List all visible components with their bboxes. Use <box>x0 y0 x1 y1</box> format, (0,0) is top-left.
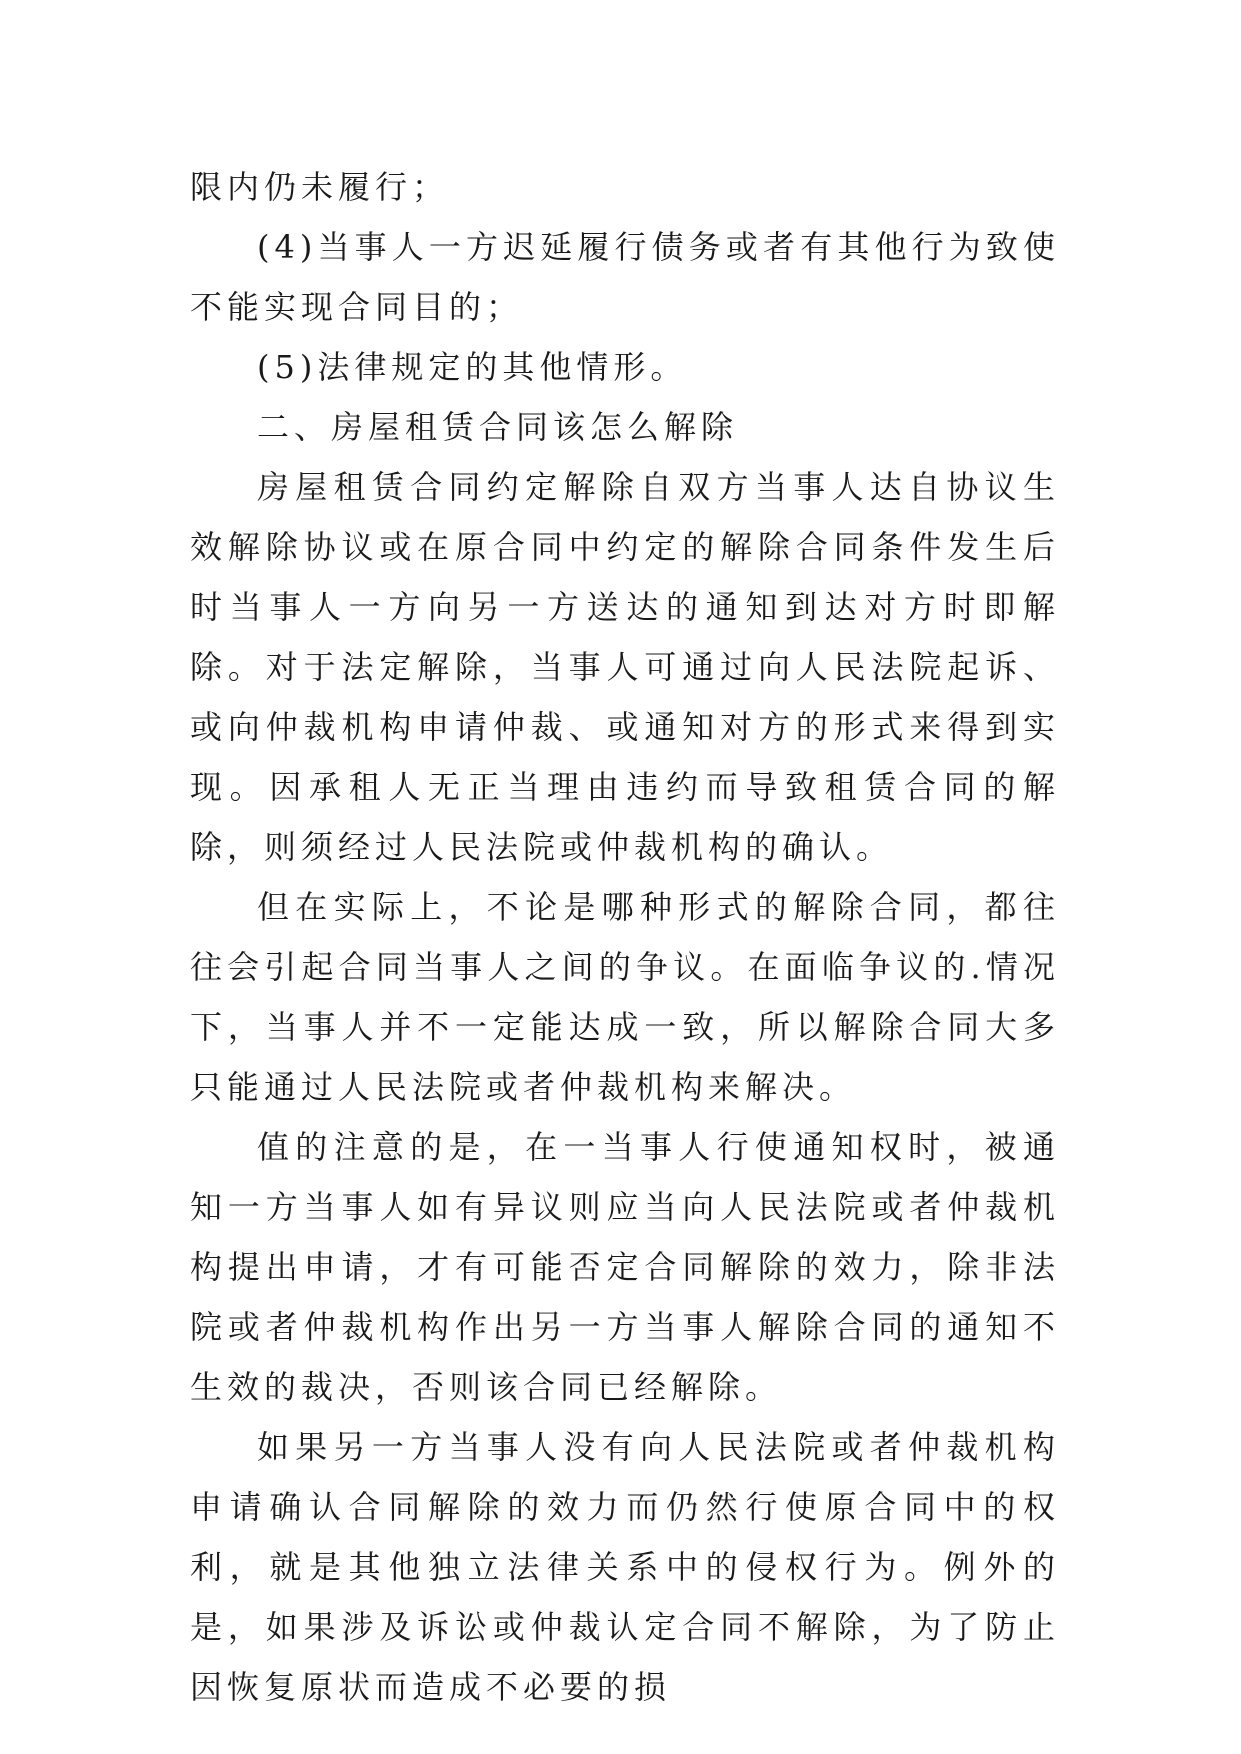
paragraph: (5)法律规定的其他情形。 <box>257 348 688 386</box>
paragraph: 如果另一方当事人没有向人民法院或者仲裁机构申请确认合同解除的效力而仍然行使原合同中的权利，就是其他独立法律关系中的侵权行为。例外的是，如果涉及诉讼或仲裁认定合同不解除，为了防止因恢复原状而造成不必要的损 <box>190 1428 1060 1706</box>
paragraph: 但在实际上，不论是哪种形式的解除合同，都往往会引起合同当事人之间的争议。在面临争议的.情况下，当事人并不一定能达成一致，所以解除合同大多只能通过人民法院或者仲裁机构来解决。 <box>190 888 1060 1106</box>
paragraph: 限内仍未履行； <box>190 168 450 206</box>
document-body <box>190 157 1060 1717</box>
paragraph: 值的注意的是，在一当事人行使通知权时，被通知一方当事人如有异议则应当向人民法院或者仲裁机构提出申请，才有可能否定合同解除的效力，除非法院或者仲裁机构作出另一方当事人解除合同的通知不生效的裁决，否则该合同已经解除。 <box>190 1128 1060 1406</box>
paragraph: 房屋租赁合同约定解除自双方当事人达自协议生效解除协议或在原合同中约定的解除合同条件发生后时当事人一方向另一方送达的通知到达对方时即解除。对于法定解除，当事人可通过向人民法院起诉、或向仲裁机构申请仲裁、或通知对方的形式来得到实现。因承租人无正当理由违约而导致租赁合同的解除，则须经过人民法院或仲裁机构的确认。 <box>190 468 1060 866</box>
section-heading: 二、房屋租赁合同该怎么解除 <box>257 408 739 446</box>
paragraph: (4)当事人一方迟延履行债务或者有其他行为致使不能实现合同目的； <box>190 228 1060 326</box>
